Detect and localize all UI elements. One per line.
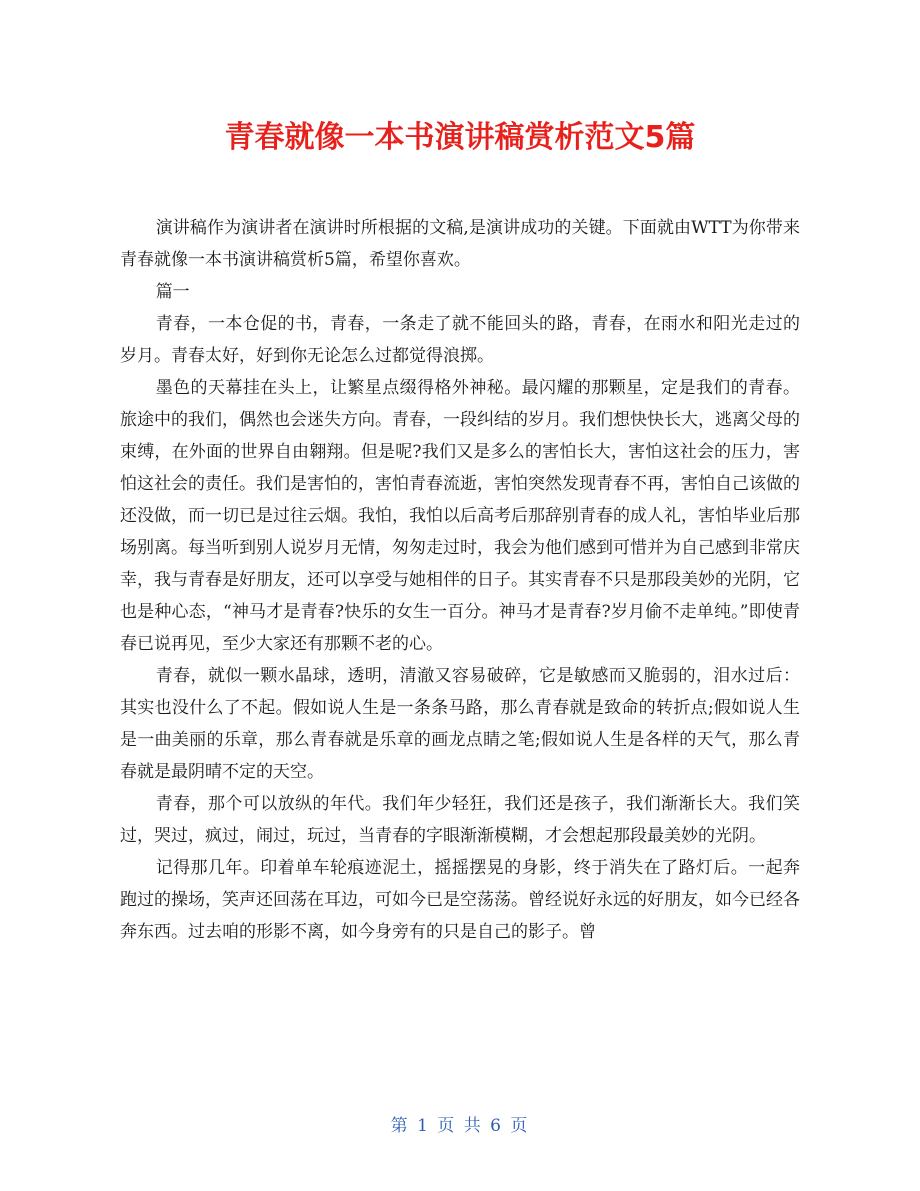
body-paragraph-2: 墨色的天幕挂在头上，让繁星点缀得格外神秘。最闪耀的那颗星，定是我们的青春。旅途中的我们，偶然也会迷失方向。青春，一段纠结的岁月。我们想快快长大，逃离父母的束缚，在外面的世界自由翱翔。但是呢?我们又是多么的害怕长大，害怕这社会的压力，害怕这社会的责任。我们是害怕的，害怕青春流逝，害怕突然发现青春不再，害怕自己该做的还没做，而一切已是过往云烟。我怕，我怕以后高考后那辞别青春的成人礼，害怕毕业后那场别离。每当听到别人说岁月无情，匆匆走过时，我会为他们感到可惜并为自己感到非常庆幸，我与青春是好朋友，还可以享受与她相伴的日子。其实青春不只是那段美妙的光阴，它也是种心态，“神马才是青春?快乐的女生一百分。神马才是青春?岁月偷不走单纯。”即使青春已说再见，至少大家还有那颗不老的心。: [120, 378, 800, 654]
body-paragraph-3: 青春，就似一颗水晶球，透明，清澈又容易破碎，它是敏感而又脆弱的，泪水过后：其实也没什么了不起。假如说人生是一条条马路，那么青春就是致命的转折点;假如说人生是一曲美丽的乐章，那么青春就是乐章的画龙点睛之笔;假如说人生是各样的天气，那么青春就是最阴晴不定的天空。: [120, 666, 800, 782]
body-paragraph-5: 记得那几年。印着单车轮痕迹泥土，摇摇摆晃的身影，终于消失在了路灯后。一起奔跑过的操场，笑声还回荡在耳边，可如今已是空荡荡。曾经说好永远的好朋友，如今已经各奔东西。过去咱的形影不离，如今身旁有的只是自己的影子。曾: [120, 858, 800, 942]
document-title: 青春就像一本书演讲稿赏析范文5篇: [224, 120, 696, 155]
intro-paragraph: 演讲稿作为演讲者在演讲时所根据的文稿,是演讲成功的关键。下面就由WTT为你带来青春就像一本书演讲稿赏析5篇，希望你喜欢。: [120, 218, 800, 270]
document-body: [120, 212, 800, 948]
body-paragraph-4: 青春，那个可以放纵的年代。我们年少轻狂，我们还是孩子，我们渐渐长大。我们笑过，哭过，疯过，闹过，玩过，当青春的字眼渐渐模糊，才会想起那段最美妙的光阴。: [120, 794, 800, 846]
section-heading: 篇一: [155, 282, 190, 302]
page-number-footer: 第 1 页 共 6 页: [390, 1116, 530, 1136]
body-paragraph-1: 青春，一本仓促的书，青春，一条走了就不能回头的路，青春，在雨水和阳光走过的岁月。青春太好，好到你无论怎么过都觉得浪掷。: [120, 314, 800, 366]
